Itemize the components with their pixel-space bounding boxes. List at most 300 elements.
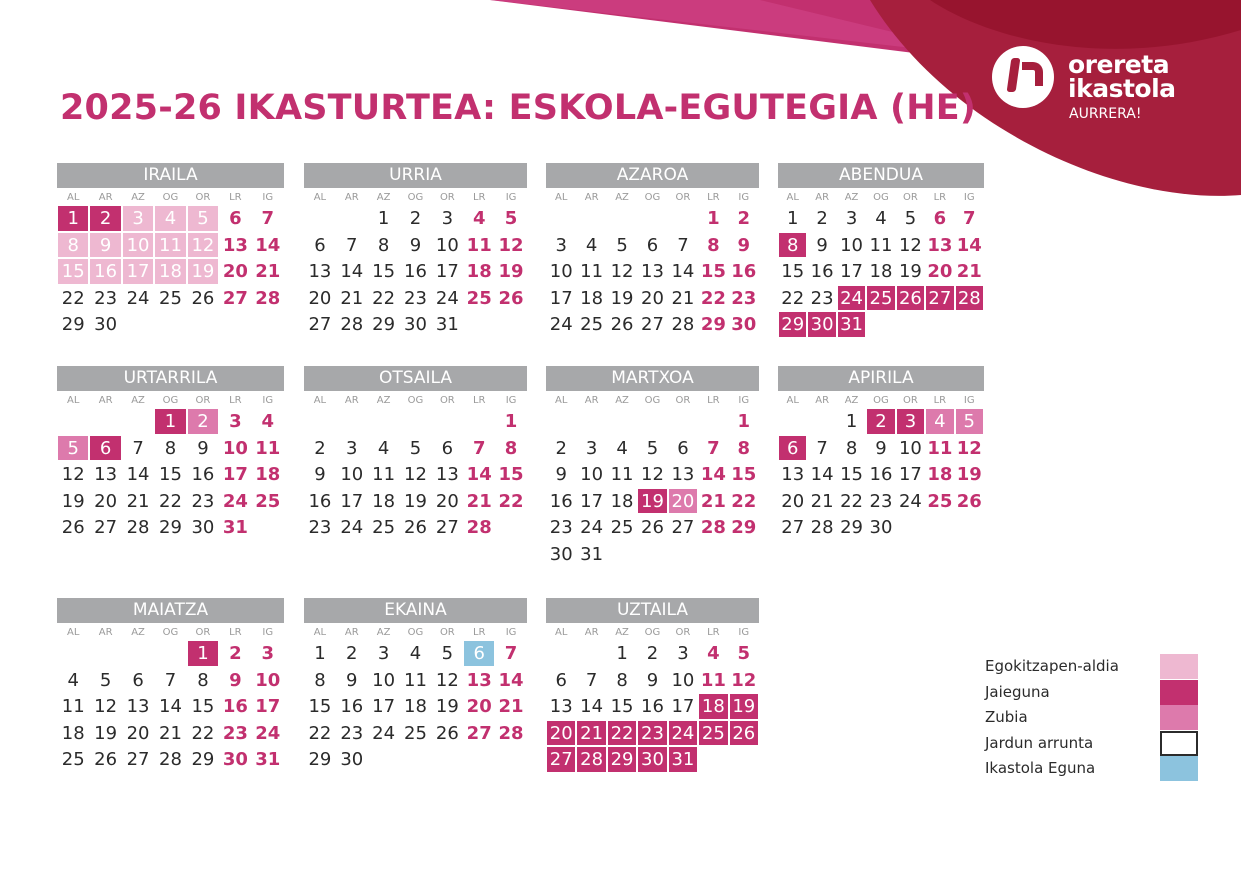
day-cell: 27 xyxy=(546,746,576,773)
day-cell: 13 xyxy=(219,232,251,259)
day-cell: 6 xyxy=(304,232,336,259)
day-cell: 6 xyxy=(122,667,154,694)
day-cell: 8 xyxy=(495,435,527,462)
day-cell: 13 xyxy=(668,461,698,488)
day-cell: 20 xyxy=(778,488,807,515)
day-cell: 10 xyxy=(219,435,251,462)
day-cell: 7 xyxy=(336,232,368,259)
day-cell: 25 xyxy=(57,746,89,773)
month-header: AZAROA xyxy=(546,163,759,188)
day-cell: 7 xyxy=(698,435,728,462)
weekday-label: AL xyxy=(555,627,568,638)
day-cell: 25 xyxy=(698,720,728,747)
weekday-label: OG xyxy=(162,627,179,638)
day-cell: 23 xyxy=(866,488,895,515)
day-cell: 22 xyxy=(837,488,866,515)
legend-label: Jaieguna xyxy=(985,682,1050,701)
day-cell: 6 xyxy=(463,640,495,667)
month-days xyxy=(304,188,527,338)
day-cell: 2 xyxy=(89,205,121,232)
day-cell: 28 xyxy=(252,285,284,312)
month-days xyxy=(304,391,527,541)
day-cell: 3 xyxy=(576,435,606,462)
day-cell: 16 xyxy=(304,488,336,515)
day-cell: 8 xyxy=(368,232,400,259)
weekday-label: AL xyxy=(555,395,568,406)
day-cell: 18 xyxy=(925,461,954,488)
day-cell: 23 xyxy=(336,720,368,747)
weekday-label: AR xyxy=(98,395,113,406)
day-cell: 9 xyxy=(400,232,432,259)
day-cell: 17 xyxy=(431,258,463,285)
weekday-label: OR xyxy=(675,627,691,638)
month-martxoa xyxy=(546,366,759,567)
day-cell: 4 xyxy=(368,435,400,462)
day-cell: 22 xyxy=(154,488,186,515)
day-cell: 21 xyxy=(668,285,698,312)
day-cell: 7 xyxy=(495,640,527,667)
day-cell: 21 xyxy=(698,488,728,515)
empty-cell xyxy=(57,408,89,435)
month-header: EKAINA xyxy=(304,598,527,623)
empty-cell xyxy=(336,205,368,232)
day-cell: 14 xyxy=(576,693,606,720)
day-cell: 27 xyxy=(304,311,336,338)
day-cell: 10 xyxy=(368,667,400,694)
empty-cell xyxy=(431,408,463,435)
day-cell: 13 xyxy=(122,693,154,720)
day-cell: 25 xyxy=(925,488,954,515)
empty-cell xyxy=(668,408,698,435)
day-cell: 13 xyxy=(637,258,667,285)
month-days xyxy=(57,391,284,541)
day-cell: 31 xyxy=(252,746,284,773)
weekday-label: OG xyxy=(162,395,179,406)
empty-cell xyxy=(668,205,698,232)
weekday-label: AZ xyxy=(376,627,391,638)
weekday-label: AR xyxy=(344,627,359,638)
day-cell: 26 xyxy=(57,514,89,541)
day-cell: 19 xyxy=(431,693,463,720)
empty-cell xyxy=(89,408,121,435)
day-cell: 24 xyxy=(219,488,251,515)
day-cell: 24 xyxy=(668,720,698,747)
day-cell: 3 xyxy=(122,205,154,232)
day-cell: 22 xyxy=(368,285,400,312)
day-cell: 3 xyxy=(837,205,866,232)
day-cell: 14 xyxy=(463,461,495,488)
day-cell: 29 xyxy=(778,311,807,338)
day-cell: 29 xyxy=(304,746,336,773)
day-cell: 26 xyxy=(607,311,637,338)
day-cell: 16 xyxy=(219,693,251,720)
day-cell: 3 xyxy=(668,640,698,667)
day-cell: 9 xyxy=(866,435,895,462)
day-cell: 1 xyxy=(187,640,219,667)
day-cell: 17 xyxy=(336,488,368,515)
day-cell: 22 xyxy=(57,285,89,312)
empty-cell xyxy=(304,205,336,232)
day-cell: 15 xyxy=(495,461,527,488)
day-cell: 5 xyxy=(955,408,984,435)
weekday-label: OR xyxy=(675,192,691,203)
day-cell: 5 xyxy=(637,435,667,462)
weekday-label: LR xyxy=(933,192,947,203)
day-cell: 5 xyxy=(57,435,89,462)
day-cell: 29 xyxy=(57,311,89,338)
day-cell: 15 xyxy=(729,461,759,488)
day-cell: 2 xyxy=(219,640,251,667)
day-cell: 3 xyxy=(252,640,284,667)
day-cell: 15 xyxy=(154,461,186,488)
ikastola-logo xyxy=(992,46,1241,136)
month-header: URTARRILA xyxy=(57,366,284,391)
day-cell: 25 xyxy=(866,285,895,312)
empty-cell xyxy=(698,408,728,435)
day-cell: 4 xyxy=(463,205,495,232)
day-cell: 27 xyxy=(778,514,807,541)
month-header: IRAILA xyxy=(57,163,284,188)
weekday-label: AZ xyxy=(615,627,629,638)
day-cell: 6 xyxy=(431,435,463,462)
day-cell: 18 xyxy=(252,461,284,488)
day-cell: 28 xyxy=(336,311,368,338)
day-cell: 31 xyxy=(431,311,463,338)
day-cell: 17 xyxy=(368,693,400,720)
day-cell: 11 xyxy=(607,461,637,488)
month-apirila xyxy=(778,366,984,541)
day-cell: 26 xyxy=(729,720,759,747)
day-cell: 17 xyxy=(576,488,606,515)
weekday-label: LR xyxy=(472,395,486,406)
weekday-label: AZ xyxy=(376,395,391,406)
day-cell: 5 xyxy=(495,205,527,232)
day-cell: 29 xyxy=(368,311,400,338)
day-cell: 15 xyxy=(57,258,89,285)
day-cell: 30 xyxy=(546,541,576,568)
month-otsaila xyxy=(304,366,527,541)
day-cell: 10 xyxy=(252,667,284,694)
day-cell: 12 xyxy=(431,667,463,694)
day-cell: 5 xyxy=(187,205,219,232)
empty-cell xyxy=(576,640,606,667)
day-cell: 23 xyxy=(89,285,121,312)
day-cell: 28 xyxy=(463,514,495,541)
weekday-label: OR xyxy=(439,627,455,638)
day-cell: 19 xyxy=(955,461,984,488)
empty-cell xyxy=(546,408,576,435)
day-cell: 11 xyxy=(463,232,495,259)
day-cell: 16 xyxy=(637,693,667,720)
day-cell: 28 xyxy=(668,311,698,338)
empty-cell xyxy=(807,408,836,435)
day-cell: 7 xyxy=(252,205,284,232)
day-cell: 8 xyxy=(57,232,89,259)
day-cell: 23 xyxy=(729,285,759,312)
day-cell: 1 xyxy=(778,205,807,232)
weekday-label: IG xyxy=(963,395,975,406)
day-cell: 14 xyxy=(698,461,728,488)
month-abendua xyxy=(778,163,984,338)
empty-cell xyxy=(637,408,667,435)
day-cell: 9 xyxy=(637,667,667,694)
weekday-label: AZ xyxy=(131,192,145,203)
day-cell: 2 xyxy=(336,640,368,667)
day-cell: 30 xyxy=(336,746,368,773)
empty-cell xyxy=(463,408,495,435)
weekday-label: AZ xyxy=(615,395,629,406)
legend-label: Zubia xyxy=(985,708,1028,726)
day-cell: 26 xyxy=(400,514,432,541)
day-cell: 8 xyxy=(729,435,759,462)
day-cell: 20 xyxy=(546,720,576,747)
day-cell: 5 xyxy=(607,232,637,259)
day-cell: 19 xyxy=(637,488,667,515)
day-cell: 16 xyxy=(729,258,759,285)
day-cell: 19 xyxy=(187,258,219,285)
day-cell: 5 xyxy=(729,640,759,667)
weekday-label: IG xyxy=(963,192,975,203)
day-cell: 30 xyxy=(219,746,251,773)
day-cell: 21 xyxy=(154,720,186,747)
day-cell: 25 xyxy=(576,311,606,338)
weekday-label: AL xyxy=(313,192,327,203)
day-cell: 15 xyxy=(837,461,866,488)
day-cell: 20 xyxy=(637,285,667,312)
day-cell: 7 xyxy=(463,435,495,462)
weekday-label: AZ xyxy=(131,395,145,406)
empty-cell xyxy=(607,408,637,435)
weekday-label: OG xyxy=(407,192,424,203)
weekday-label: OG xyxy=(162,192,179,203)
day-cell: 10 xyxy=(837,232,866,259)
day-cell: 9 xyxy=(729,232,759,259)
day-cell: 19 xyxy=(607,285,637,312)
day-cell: 1 xyxy=(304,640,336,667)
day-cell: 11 xyxy=(368,461,400,488)
day-cell: 24 xyxy=(122,285,154,312)
day-cell: 4 xyxy=(698,640,728,667)
day-cell: 26 xyxy=(89,746,121,773)
weekday-label: AR xyxy=(815,395,830,406)
weekday-label: OR xyxy=(439,192,455,203)
day-cell: 12 xyxy=(729,667,759,694)
weekday-label: AL xyxy=(67,395,80,406)
weekday-label: LR xyxy=(472,627,486,638)
day-cell: 9 xyxy=(89,232,121,259)
day-cell: 4 xyxy=(607,435,637,462)
day-cell: 6 xyxy=(925,205,954,232)
day-cell: 14 xyxy=(495,667,527,694)
day-cell: 3 xyxy=(368,640,400,667)
day-cell: 30 xyxy=(637,746,667,773)
day-cell: 17 xyxy=(668,693,698,720)
day-cell: 26 xyxy=(896,285,925,312)
logo-name-line2: ikastola xyxy=(1068,74,1176,103)
day-cell: 9 xyxy=(219,667,251,694)
day-cell: 25 xyxy=(154,285,186,312)
day-cell: 12 xyxy=(400,461,432,488)
weekday-label: AZ xyxy=(615,192,629,203)
day-cell: 31 xyxy=(668,746,698,773)
day-cell: 25 xyxy=(463,285,495,312)
day-cell: 5 xyxy=(400,435,432,462)
day-cell: 9 xyxy=(336,667,368,694)
day-cell: 23 xyxy=(187,488,219,515)
day-cell: 14 xyxy=(336,258,368,285)
day-cell: 11 xyxy=(925,435,954,462)
day-cell: 1 xyxy=(57,205,89,232)
day-cell: 14 xyxy=(668,258,698,285)
day-cell: 15 xyxy=(698,258,728,285)
weekday-label: LR xyxy=(933,395,947,406)
day-cell: 18 xyxy=(607,488,637,515)
day-cell: 17 xyxy=(546,285,576,312)
empty-cell xyxy=(368,408,400,435)
weekday-label: IG xyxy=(505,192,517,203)
legend-swatch xyxy=(1160,756,1198,781)
day-cell: 21 xyxy=(122,488,154,515)
weekday-label: LR xyxy=(707,627,720,638)
day-cell: 16 xyxy=(89,258,121,285)
empty-cell xyxy=(304,408,336,435)
weekday-label: OR xyxy=(439,395,455,406)
weekday-label: LR xyxy=(707,192,720,203)
day-cell: 11 xyxy=(57,693,89,720)
day-cell: 12 xyxy=(896,232,925,259)
day-cell: 27 xyxy=(637,311,667,338)
month-header: MAIATZA xyxy=(57,598,284,623)
empty-cell xyxy=(637,205,667,232)
day-cell: 14 xyxy=(122,461,154,488)
day-cell: 14 xyxy=(154,693,186,720)
weekday-label: IG xyxy=(262,395,274,406)
day-cell: 8 xyxy=(778,232,807,259)
page-title: 2025-26 IKASTURTEA: ESKOLA-EGUTEGIA (HE) xyxy=(60,88,977,128)
day-cell: 21 xyxy=(576,720,606,747)
weekday-label: OG xyxy=(407,395,424,406)
day-cell: 23 xyxy=(807,285,836,312)
day-cell: 19 xyxy=(896,258,925,285)
weekday-label: LR xyxy=(229,395,242,406)
day-cell: 27 xyxy=(89,514,121,541)
day-cell: 8 xyxy=(187,667,219,694)
day-cell: 29 xyxy=(154,514,186,541)
empty-cell xyxy=(89,640,121,667)
day-cell: 8 xyxy=(154,435,186,462)
weekday-label: AZ xyxy=(844,395,859,406)
day-cell: 2 xyxy=(729,205,759,232)
weekday-label: OR xyxy=(903,192,918,203)
day-cell: 13 xyxy=(925,232,954,259)
day-cell: 16 xyxy=(807,258,836,285)
day-cell: 9 xyxy=(807,232,836,259)
day-cell: 21 xyxy=(336,285,368,312)
day-cell: 31 xyxy=(837,311,866,338)
day-cell: 28 xyxy=(154,746,186,773)
day-cell: 11 xyxy=(866,232,895,259)
day-cell: 2 xyxy=(546,435,576,462)
weekday-label: OR xyxy=(195,395,211,406)
month-days xyxy=(778,391,984,541)
weekday-label: LR xyxy=(707,395,720,406)
day-cell: 7 xyxy=(668,232,698,259)
day-cell: 1 xyxy=(607,640,637,667)
day-cell: 21 xyxy=(495,693,527,720)
day-cell: 21 xyxy=(463,488,495,515)
legend-swatch xyxy=(1160,705,1198,730)
empty-cell xyxy=(154,640,186,667)
day-cell: 8 xyxy=(837,435,866,462)
day-cell: 30 xyxy=(866,514,895,541)
weekday-label: AR xyxy=(344,192,359,203)
day-cell: 25 xyxy=(252,488,284,515)
day-cell: 30 xyxy=(807,311,836,338)
day-cell: 28 xyxy=(698,514,728,541)
day-cell: 28 xyxy=(807,514,836,541)
day-cell: 10 xyxy=(431,232,463,259)
day-cell: 22 xyxy=(304,720,336,747)
day-cell: 16 xyxy=(336,693,368,720)
day-cell: 28 xyxy=(955,285,984,312)
day-cell: 10 xyxy=(336,461,368,488)
legend-swatch xyxy=(1160,680,1198,705)
day-cell: 12 xyxy=(89,693,121,720)
day-cell: 7 xyxy=(576,667,606,694)
weekday-label: IG xyxy=(738,395,750,406)
day-cell: 4 xyxy=(57,667,89,694)
weekday-label: AZ xyxy=(376,192,391,203)
day-cell: 29 xyxy=(698,311,728,338)
day-cell: 11 xyxy=(698,667,728,694)
day-cell: 18 xyxy=(698,693,728,720)
day-cell: 7 xyxy=(955,205,984,232)
day-cell: 29 xyxy=(607,746,637,773)
logo-tagline: AURRERA! xyxy=(1069,106,1142,122)
weekday-label: AR xyxy=(98,192,113,203)
day-cell: 23 xyxy=(304,514,336,541)
month-ekaina xyxy=(304,598,527,773)
empty-cell xyxy=(122,640,154,667)
day-cell: 8 xyxy=(607,667,637,694)
day-cell: 30 xyxy=(729,311,759,338)
weekday-label: IG xyxy=(738,192,750,203)
weekday-label: LR xyxy=(472,192,486,203)
day-cell: 16 xyxy=(866,461,895,488)
day-cell: 19 xyxy=(495,258,527,285)
day-cell: 23 xyxy=(219,720,251,747)
day-cell: 11 xyxy=(154,232,186,259)
day-cell: 10 xyxy=(896,435,925,462)
weekday-label: AL xyxy=(786,395,799,406)
day-cell: 13 xyxy=(304,258,336,285)
weekday-label: AL xyxy=(313,395,327,406)
day-cell: 19 xyxy=(400,488,432,515)
day-cell: 16 xyxy=(187,461,219,488)
day-cell: 14 xyxy=(252,232,284,259)
weekday-label: OR xyxy=(195,192,211,203)
empty-cell xyxy=(57,640,89,667)
day-cell: 3 xyxy=(219,408,251,435)
day-cell: 18 xyxy=(463,258,495,285)
logo-mark-icon xyxy=(992,46,1054,108)
day-cell: 28 xyxy=(122,514,154,541)
day-cell: 25 xyxy=(607,514,637,541)
day-cell: 8 xyxy=(698,232,728,259)
weekday-label: IG xyxy=(505,627,517,638)
day-cell: 22 xyxy=(607,720,637,747)
day-cell: 17 xyxy=(252,693,284,720)
